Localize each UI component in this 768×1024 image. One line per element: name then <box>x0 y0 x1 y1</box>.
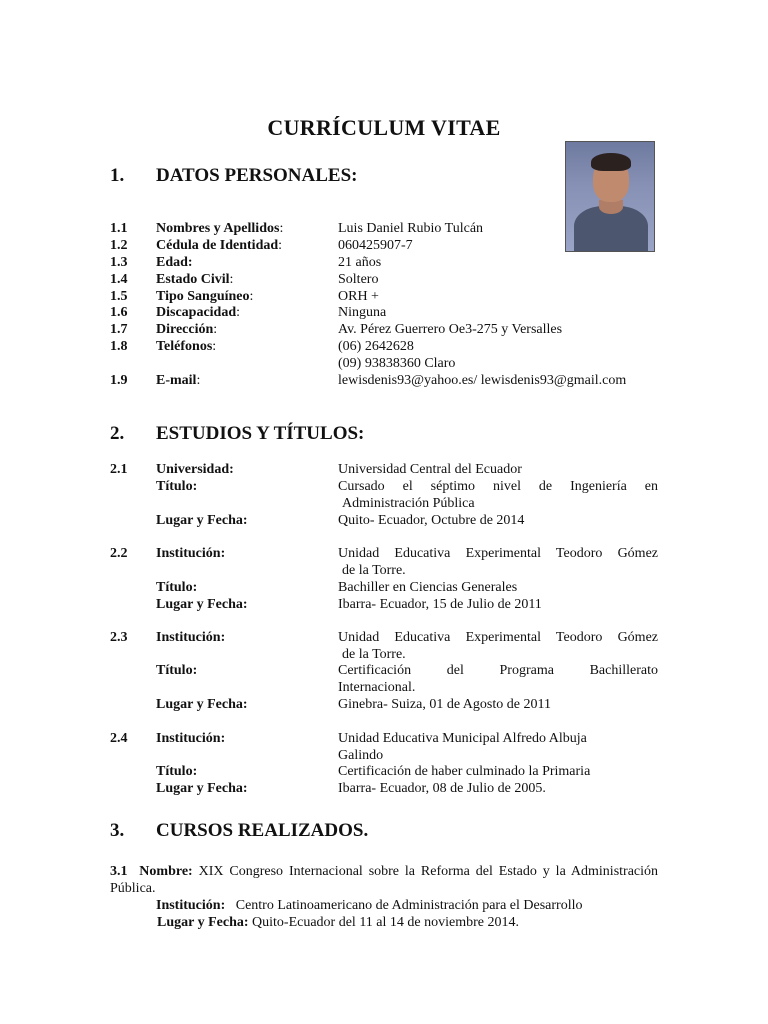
section-heading-studies: 2. ESTUDIOS Y TÍTULOS: <box>110 423 365 444</box>
course-place-date: Lugar y Fecha: Quito-Ecuador del 11 al 14 de noviembre 2014. <box>157 915 519 930</box>
document-title: CURRÍCULUM VITAE <box>267 115 501 140</box>
section-heading-personal: 1. DATOS PERSONALES: <box>110 165 358 186</box>
course-name: 3.1 Nombre: XIX Congreso Internacional sobre la Reforma del Estado y la Administración Pública. <box>110 864 659 896</box>
section-heading-courses: 3. CURSOS REALIZADOS. <box>110 820 369 841</box>
cv-page: CURRÍCULUM VITAE 1. DATOS PERSONALES: 1.1 Nombres y Apellidos: Luis Daniel Rubio Tulcán 1.2 Cédula de Identidad: 060425907-7 1.3 Edad: 21 años 1.4 Estado Civil: Soltero 1.5 Tipo Sanguíneo: ORH + 1.6 Discapacidad: Ninguna 1.7 Dirección: Av. Pérez Guerrero Oe3-275 y Versalles 1.8 Teléfonos: (06) 2642628 (09) 93838360 Claro 1.9 E-mail: lewisdenis93@yahoo.es/ lewisdenis93@gmail.com 2. ESTUDIOS Y TÍTULOS: 2.1 Universidad: Universidad Central del Ecuador Título: Cursado el séptimo nivel de Ingeniería en Administración Pública Lugar y Fecha: Quito- Ecuador, Octubre de 2014 2.2 Institución: Unidad Educativa Experimental Teodoro Gómez de la Torre. Título: Bachiller en Ciencias Generales Lugar y Fecha: Ibarra- Ecuador, 15 de Julio de 2011 2.3 Institución: Unidad Educativa Experimental Teodoro Gómez de la Torre. Título: Certificación del Programa Bachillerato Internacional. Lugar y Fecha: Ginebra- Suiza, 01 de Agosto de 2011 2.4 Institución: Unidad Educativa Municipal Alfredo Albuja Galindo Título: Certificación de haber culminado la Primaria Lugar y Fecha: Ibarra- Ecuador, 08 de Julio de 2005. 3. CURSOS REALIZADOS. 3.1 Nombre: XIX Congreso Internacional sobre la Reforma del Estado y la Administración Pública. Institución: Centro Latinoamericano de Administración para el Desarrollo Lugar y Fecha: Quito-Ecuador del 11 al 14 de noviembre 2014. <box>0 0 768 1024</box>
email-value: lewisdenis93@yahoo.es/ lewisdenis93@gmail.com <box>338 373 627 388</box>
course-institution: Institución: Centro Latinoamericano de Administración para el Desarrollo <box>156 898 583 913</box>
